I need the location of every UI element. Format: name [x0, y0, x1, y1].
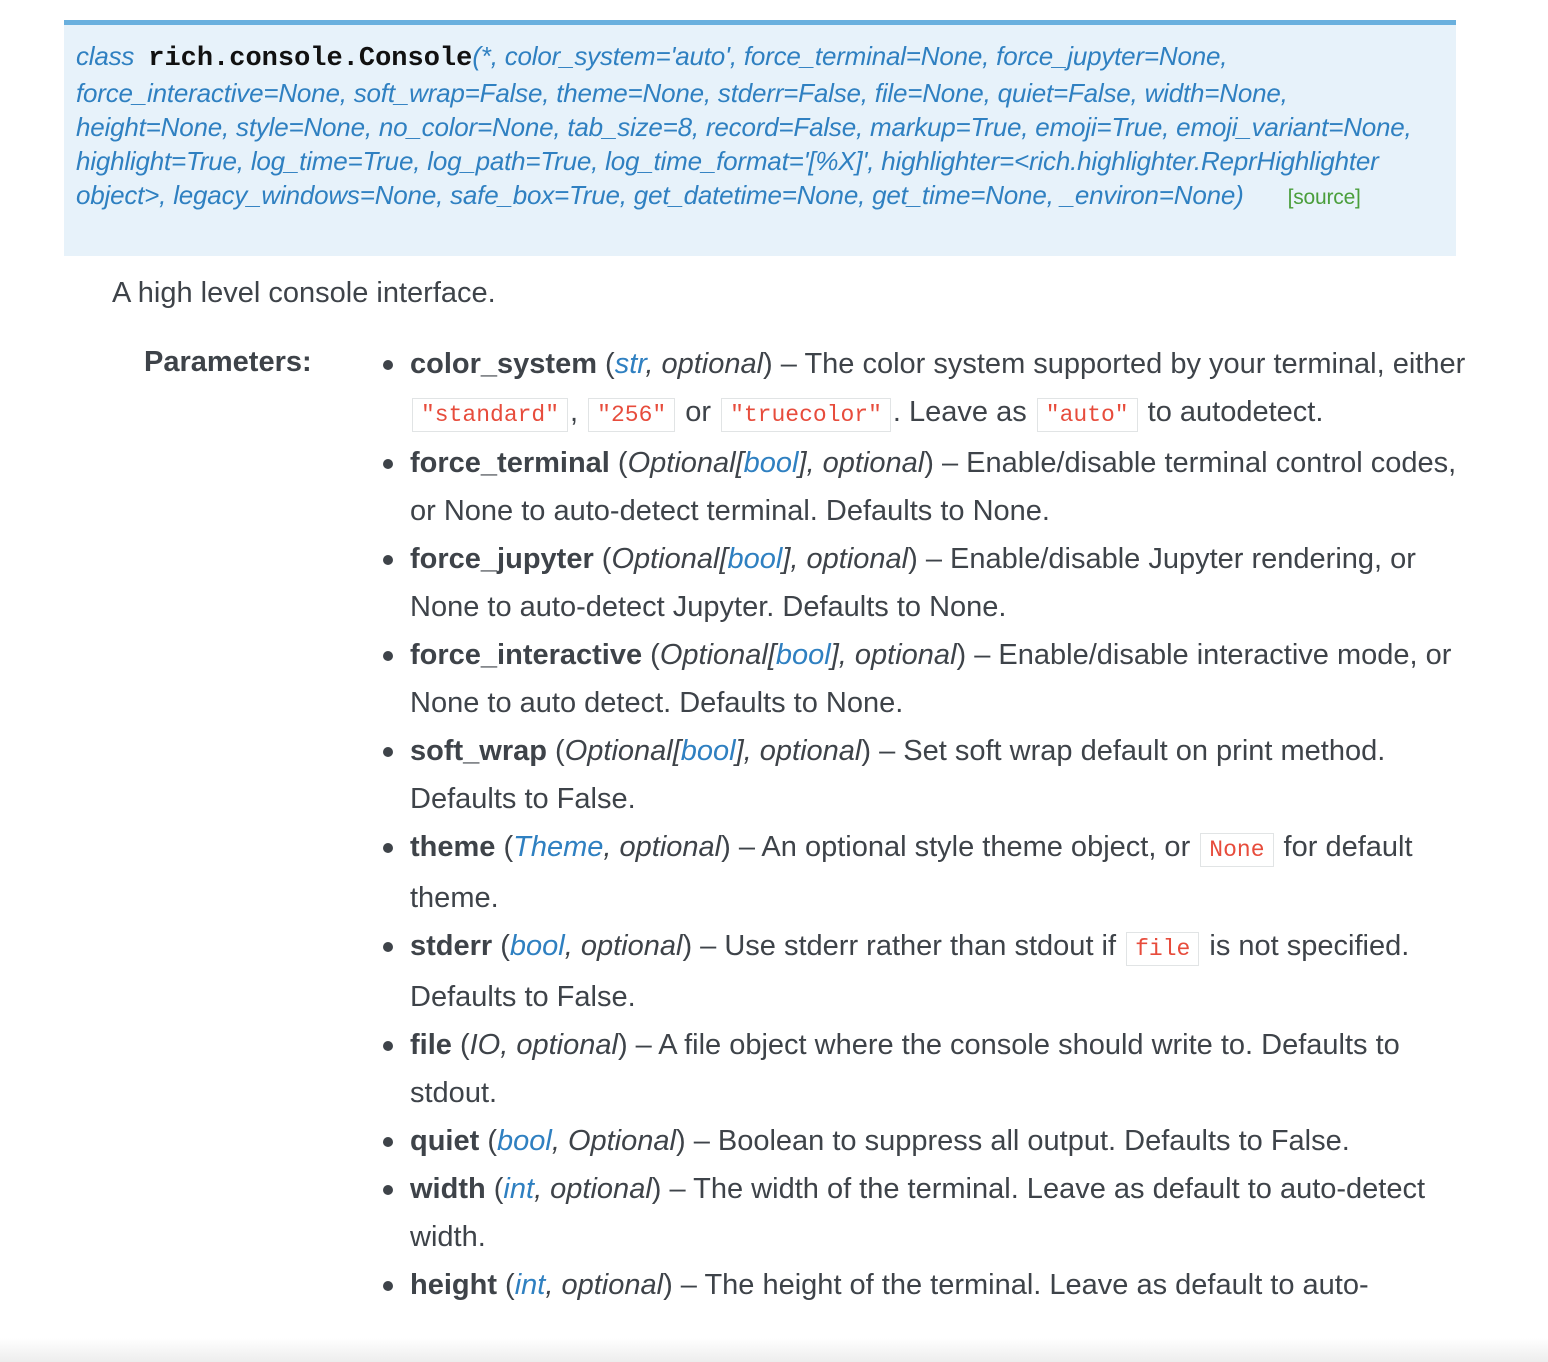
param-close: ) — [924, 447, 934, 479]
param-name: theme — [410, 831, 496, 863]
param-type-link[interactable]: int — [503, 1173, 535, 1205]
param-desc: – A file object where the console should write to. Defaults to stdout. — [410, 1029, 1400, 1109]
param-item-force-jupyter — [410, 535, 1470, 631]
signature-open-paren: ( — [472, 41, 481, 71]
param-open: ( — [593, 543, 612, 575]
code-literal: "auto" — [1037, 398, 1138, 432]
param-desc: – Enable/disable Jupyter rendering, or None to auto-detect Jupyter. Defaults to None. — [410, 543, 1416, 623]
param-close: ) — [908, 543, 918, 575]
param-type-pre: Optional[ — [659, 639, 776, 671]
param-type-rest: , Optional — [551, 1125, 676, 1157]
param-close: ) — [956, 639, 967, 671]
param-open: ( — [597, 348, 615, 380]
param-desc: – The color system supported by your terminal, either — [772, 348, 1466, 380]
param-close: ) — [617, 1029, 628, 1061]
param-type-link[interactable]: bool — [743, 447, 799, 479]
param-name: force_jupyter — [410, 543, 594, 575]
param-name: force_interactive — [410, 639, 643, 671]
param-type-rest: ], optional — [830, 639, 957, 671]
class-signature — [64, 20, 1456, 256]
param-desc: – Enable/disable terminal control codes, or None to auto-detect terminal. Defaults to None. — [410, 447, 1457, 527]
param-type-link[interactable]: bool — [497, 1125, 552, 1157]
param-open: ( — [485, 1173, 504, 1205]
param-type-rest: ], optional — [782, 543, 909, 575]
param-open: ( — [609, 447, 628, 479]
param-open: ( — [497, 1269, 515, 1301]
param-name: height — [410, 1269, 497, 1301]
code-literal: file — [1126, 932, 1199, 966]
param-close: ) — [675, 1125, 686, 1157]
param-item-force-interactive — [410, 631, 1470, 727]
param-type-pre: Optional[ — [611, 543, 728, 575]
param-item-theme — [410, 823, 1470, 922]
param-name: color_system — [410, 348, 597, 380]
param-type-rest: ], optional — [798, 447, 925, 479]
param-desc: – The width of the terminal. Leave as default to auto-detect width. — [410, 1173, 1426, 1253]
param-open: ( — [546, 735, 565, 767]
signature-keyword: class — [76, 41, 135, 71]
param-item-stderr — [410, 922, 1470, 1021]
param-type-pre: Optional[ — [564, 735, 681, 767]
signature-close-paren: ) — [1235, 180, 1244, 210]
param-type-link[interactable]: bool — [727, 543, 783, 575]
code-literal: "truecolor" — [721, 398, 891, 432]
code-literal: None — [1200, 833, 1273, 867]
param-desc: – Boolean to suppress all output. Defaults to False. — [685, 1125, 1350, 1157]
param-desc: or — [677, 396, 720, 428]
signature-name: rich.console.Console — [148, 44, 473, 74]
source-link[interactable]: [source] — [1287, 186, 1361, 209]
bottom-fade — [0, 1338, 1548, 1362]
param-desc: . Leave as — [892, 396, 1035, 428]
param-name: stderr — [410, 930, 493, 962]
code-literal: "256" — [588, 398, 675, 432]
param-close: ) — [682, 930, 693, 962]
param-type-link[interactable]: bool — [680, 735, 736, 767]
param-type-rest: , optional — [564, 930, 683, 962]
param-item-width — [410, 1165, 1470, 1261]
param-item-height — [410, 1261, 1470, 1309]
param-name: force_terminal — [410, 447, 610, 479]
param-type: IO — [469, 1029, 501, 1061]
param-type-rest: , optional — [545, 1269, 664, 1301]
param-type-rest: , optional — [645, 348, 764, 380]
param-desc: for default theme. — [410, 831, 1413, 914]
param-type-link[interactable]: bool — [775, 639, 831, 671]
param-open: ( — [492, 930, 510, 962]
param-desc: – An optional style theme object, or — [730, 831, 1199, 863]
param-desc: – Use stderr rather than stdout if — [692, 930, 1125, 962]
class-description: A high level console interface. — [112, 277, 496, 309]
param-type-pre: Optional[ — [627, 447, 744, 479]
param-open: ( — [642, 639, 660, 671]
param-name: width — [410, 1173, 486, 1205]
param-name: quiet — [410, 1125, 480, 1157]
param-item-soft-wrap — [410, 727, 1470, 823]
param-open: ( — [451, 1029, 470, 1061]
param-type-link[interactable]: Theme — [513, 831, 604, 863]
param-type-link[interactable]: str — [614, 348, 646, 380]
param-close: ) — [651, 1173, 662, 1205]
parameters-list — [410, 340, 1470, 1309]
param-type-rest: ], optional — [735, 735, 862, 767]
param-close: ) — [763, 348, 773, 380]
parameters-label: Parameters: — [144, 346, 312, 378]
param-desc: – Set soft wrap default on print method. Defaults to False. — [410, 735, 1386, 815]
param-item-file — [410, 1021, 1470, 1117]
param-close: ) — [721, 831, 731, 863]
param-open: ( — [479, 1125, 497, 1157]
signature-params: *, color_system='auto', force_terminal=None, force_jupyter=None, force_interactive=None, soft_wrap=False, theme=None, stderr=False, file=None, quiet=False, width=None, height=None, style=None, no_color=None, tab_size=8, record=False, markup=True, emoji=True, emoji_variant=None, highlight=True, log_time=True, log_path=True, log_time_format='[%X]', highlighter=<rich.highlighter.ReprHighlighter object>, legacy_windows=None, safe_box=True, get_datetime=None, get_time=None, _environ=None — [76, 41, 1412, 210]
param-type-rest: , optional — [534, 1173, 652, 1205]
param-type-link[interactable]: int — [514, 1269, 546, 1301]
param-desc: – Enable/disable interactive mode, or None to auto detect. Defaults to None. — [410, 639, 1452, 719]
code-literal: "standard" — [412, 398, 568, 432]
param-type-rest: , optional — [500, 1029, 618, 1061]
param-desc: – The height of the terminal. Leave as default to auto- — [672, 1269, 1369, 1301]
param-name: soft_wrap — [410, 735, 547, 767]
param-desc: , — [570, 396, 587, 428]
param-close: ) — [663, 1269, 673, 1301]
param-desc: to autodetect. — [1139, 396, 1324, 428]
param-type-rest: , optional — [603, 831, 722, 863]
param-desc: is not specified. Defaults to False. — [410, 930, 1410, 1013]
param-open: ( — [495, 831, 514, 863]
param-name: file — [410, 1029, 452, 1061]
param-item-color-system — [410, 340, 1470, 439]
param-type-link[interactable]: bool — [509, 930, 565, 962]
param-item-force-terminal — [410, 439, 1470, 535]
param-item-quiet — [410, 1117, 1470, 1165]
param-close: ) — [861, 735, 872, 767]
